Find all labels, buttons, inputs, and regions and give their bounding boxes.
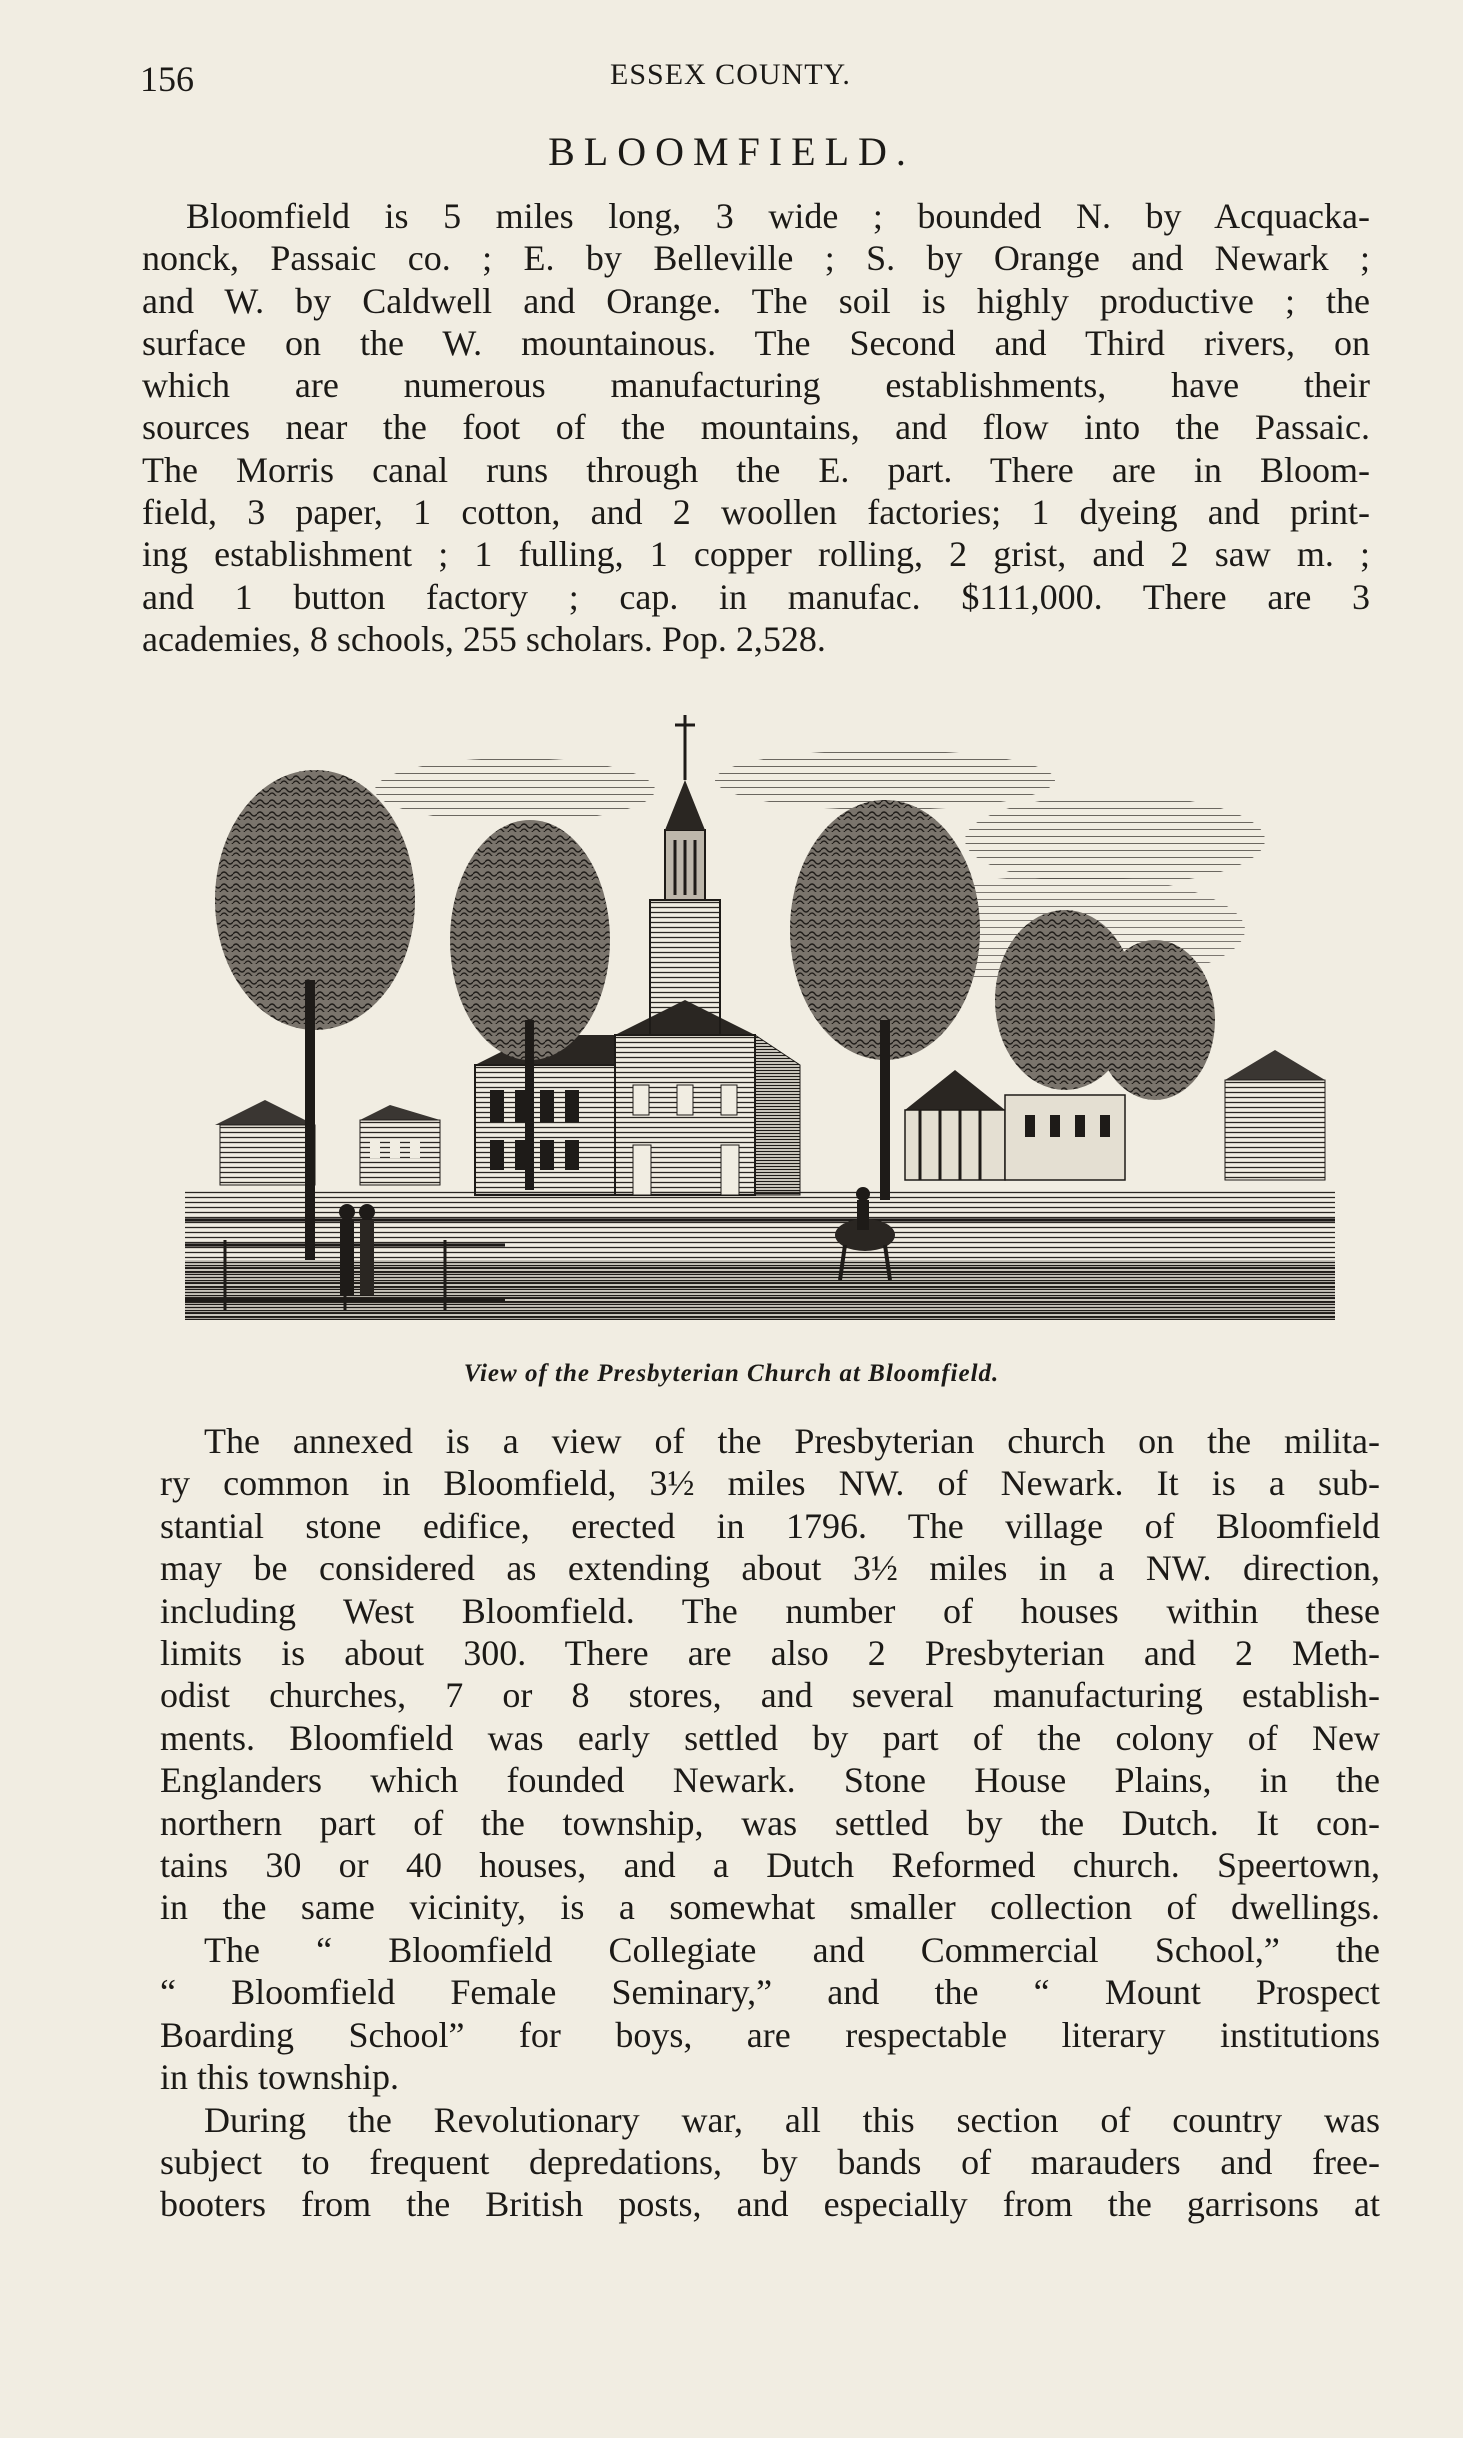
running-head: ESSEX COUNTY. — [610, 58, 851, 91]
text-line: ing establishment ; 1 fulling, 1 copper rolling, 2 grist, and 2 saw m. ; — [142, 534, 1370, 575]
text-line: stantial stone edifice, erected in 1796. The village of Bloomfield — [160, 1505, 1380, 1546]
page-header — [140, 58, 1380, 108]
text-line: odist churches, 7 or 8 stores, and several manufacturing establish- — [160, 1675, 1380, 1716]
text-line: academies, 8 schools, 255 scholars. Pop. 2,528. — [142, 618, 826, 659]
text-line: surface on the W. mountainous. The Second and Third rivers, on — [142, 322, 1370, 363]
text-line: Bloomfield is 5 miles long, 3 wide ; bounded N. by Acquacka- — [186, 196, 1370, 236]
text-line: limits is about 300. There are also 2 Presbyterian and 2 Meth- — [160, 1633, 1380, 1674]
page-number: 156 — [140, 59, 194, 99]
text-line: The “ Bloomfield Collegiate and Commercial School,” the — [204, 1929, 1380, 1970]
text-line: subject to frequent depredations, by bands of marauders and free- — [160, 2141, 1380, 2182]
text-line: Boarding School” for boys, are respectable literary institutions — [160, 2014, 1380, 2055]
text-line: which are numerous manufacturing establishments, have their — [142, 365, 1370, 406]
left-houses — [215, 1100, 440, 1185]
text-line: The annexed is a view of the Presbyterian church on the milita- — [204, 1421, 1380, 1461]
text-line: nonck, Passaic co. ; E. by Belleville ; S. by Orange and Newark ; — [142, 238, 1370, 279]
text-line: ments. Bloomfield was early settled by part of the colony of New — [160, 1717, 1380, 1758]
text-line: and 1 button factory ; cap. in manufac. $111,000. There are 3 — [142, 576, 1370, 617]
road — [185, 1260, 1335, 1320]
text-line: tains 30 or 40 houses, and a Dutch Reformed church. Speertown, — [160, 1845, 1380, 1886]
body-paragraph — [160, 1420, 1380, 2226]
illustration-caption: View of the Presbyterian Church at Bloomfield. — [463, 1360, 1000, 1387]
section-title: BLOOMFIELD. — [548, 129, 915, 174]
text-line: in this township. — [160, 2057, 400, 2098]
text-line: sources near the foot of the mountains, and flow into the Passaic. — [142, 407, 1370, 448]
text-line: in the same vicinity, is a somewhat smaller collection of dwellings. — [160, 1887, 1380, 1928]
text-line: Englanders which founded Newark. Stone House Plains, in the — [160, 1760, 1380, 1801]
intro-paragraph — [142, 195, 1370, 660]
text-line: During the Revolutionary war, all this section of country was — [204, 2099, 1380, 2140]
text-line: “ Bloomfield Female Seminary,” and the “ Mount Prospect — [160, 1972, 1380, 2013]
text-line: including West Bloomfield. The number of houses within these — [160, 1590, 1380, 1631]
text-line: and W. by Caldwell and Orange. The soil is highly productive ; the — [142, 280, 1370, 321]
text-line: field, 3 paper, 1 cotton, and 2 woollen factories; 1 dyeing and print- — [142, 492, 1370, 533]
church-engraving-illustration — [185, 700, 1335, 1340]
text-line: ry common in Bloomfield, 3½ miles NW. of Newark. It is a sub- — [160, 1463, 1380, 1504]
text-line: booters from the British posts, and especially from the garrisons at — [160, 2184, 1380, 2225]
text-line: northern part of the township, was settled by the Dutch. It con- — [160, 1802, 1380, 1843]
text-line: may be considered as extending about 3½ miles in a NW. direction, — [160, 1548, 1380, 1589]
text-line: The Morris canal runs through the E. part. There are in Bloom- — [142, 449, 1370, 490]
